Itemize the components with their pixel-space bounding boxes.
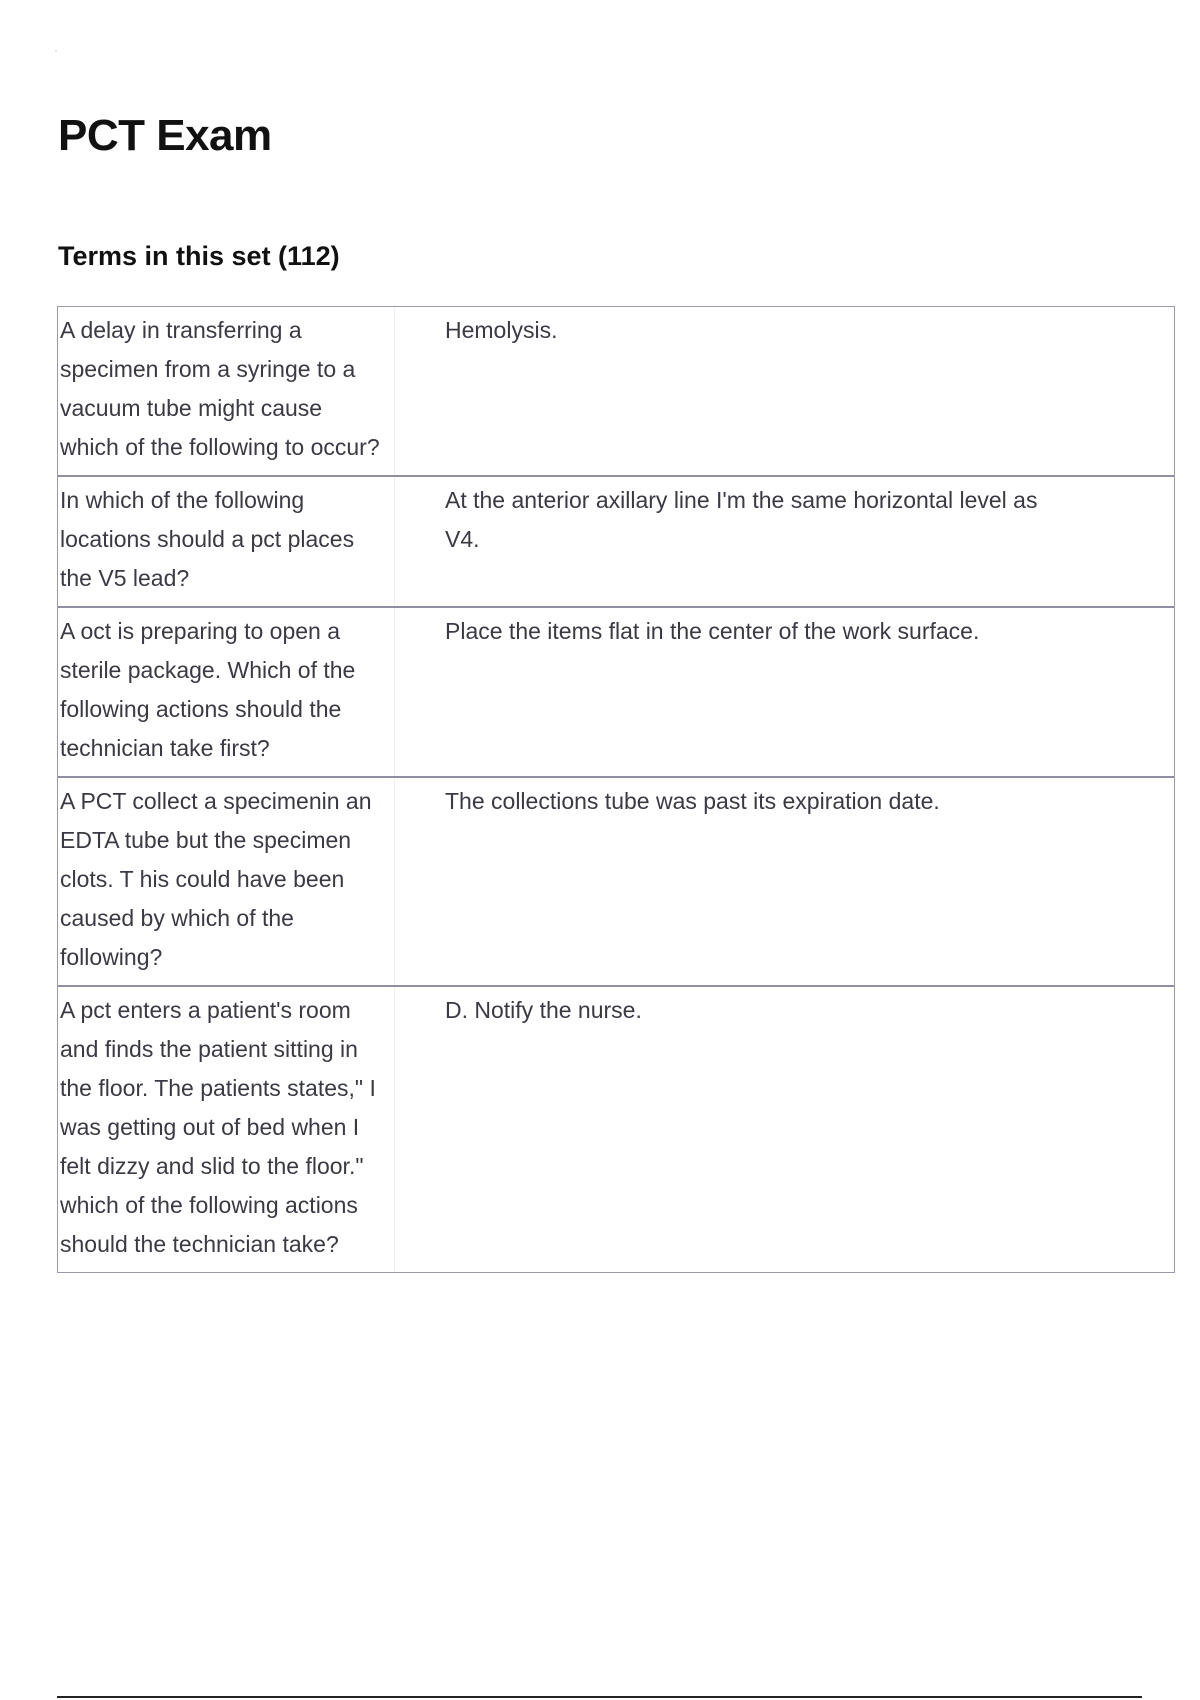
definition-text: Place the items flat in the center of the work surface. <box>445 618 980 644</box>
term-text: A PCT collect a specimenin an EDTA tube but the specimen clots. T his could have been caused by which of the following? <box>58 778 395 985</box>
definition-text: Hemolysis. <box>445 317 558 343</box>
term-text: A pct enters a patient's room and finds the patient sitting in the floor. The patients states," I was getting out of bed when I felt dizzy and slid to the floor." which of the following actions should the technician take? <box>58 987 395 1272</box>
term-row <box>58 307 1174 475</box>
set-heading: Terms in this set (112) <box>58 241 340 271</box>
term-text: A oct is preparing to open a sterile package. Which of the following actions should the technician take first? <box>58 608 395 776</box>
term-text: A delay in transferring a specimen from a syringe to a vacuum tube might cause which of the following to occur? <box>58 307 395 475</box>
definition-text: D. Notify the nurse. <box>445 997 642 1023</box>
terms-table <box>57 306 1175 1273</box>
term-row <box>58 475 1174 606</box>
term-row <box>58 985 1174 1272</box>
corner-mark <box>55 50 57 52</box>
definition-text: At the anterior axillary line I'm the same horizontal level as V4. <box>445 487 1038 552</box>
term-row <box>58 606 1174 776</box>
term-text: In which of the following locations should a pct places the V5 lead? <box>58 477 395 606</box>
term-row <box>58 776 1174 985</box>
page-title: PCT Exam <box>58 111 272 160</box>
bottom-divider <box>57 1696 1142 1698</box>
definition-text: The collections tube was past its expiration date. <box>445 788 940 814</box>
